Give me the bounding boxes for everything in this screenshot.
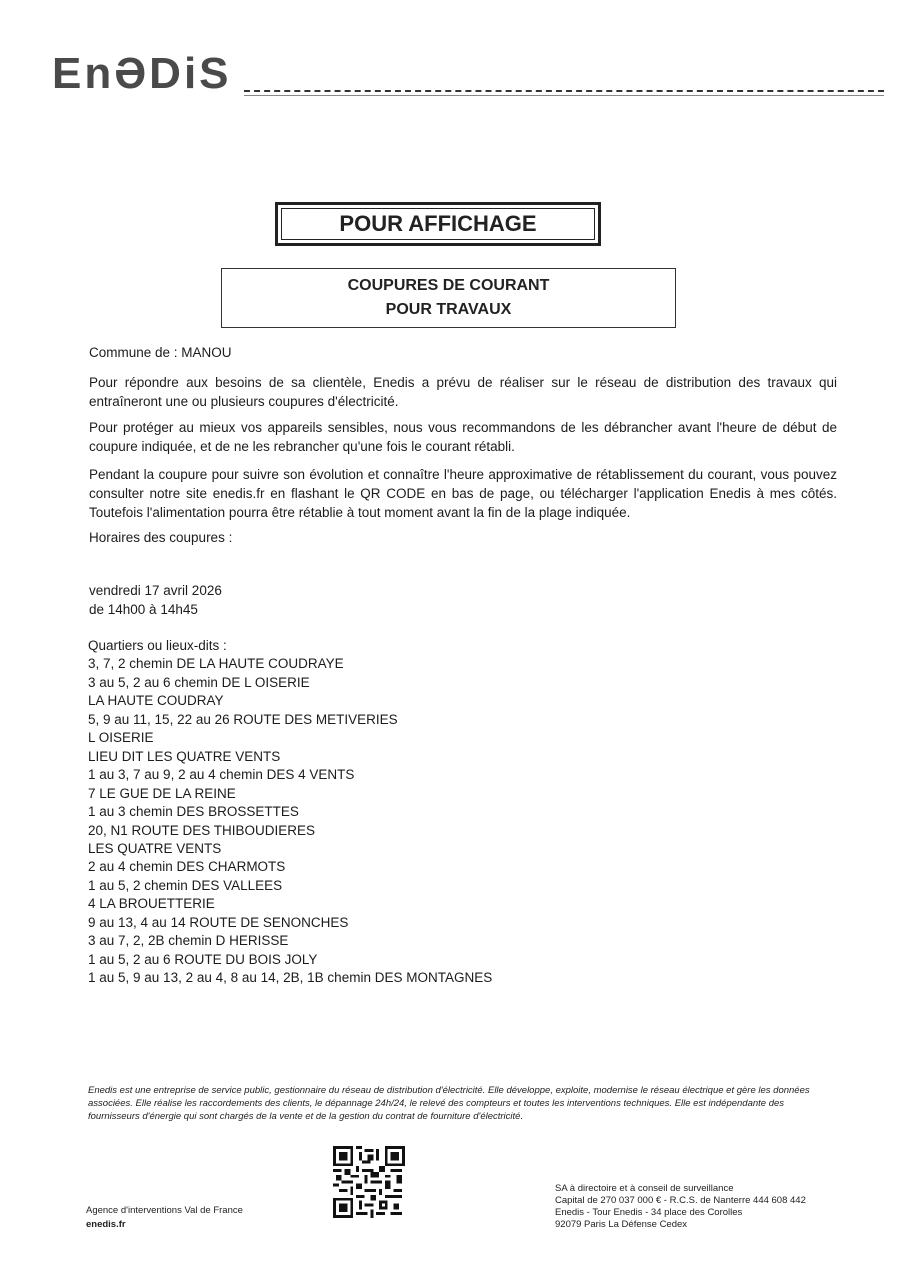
company-line: Capital de 270 037 000 € - R.C.S. de Nanterre 444 608 442 bbox=[555, 1195, 806, 1206]
list-item: 3 au 5, 2 au 6 chemin DE L OISERIE bbox=[88, 674, 310, 690]
list-item: 3, 7, 2 chemin DE LA HAUTE COUDRAYE bbox=[88, 656, 344, 672]
schedule-label: Horaires des coupures : bbox=[89, 530, 233, 545]
display-title: POUR AFFICHAGE bbox=[281, 208, 595, 240]
subtitle-line-1: COUPURES DE COURANT bbox=[347, 277, 550, 294]
places-list bbox=[88, 637, 492, 988]
list-item: LES QUATRE VENTS bbox=[88, 840, 222, 856]
outage-time: de 14h00 à 14h45 bbox=[89, 602, 198, 617]
places-label: Quartiers ou lieux-dits : bbox=[88, 638, 227, 653]
subtitle-line-2: POUR TRAVAUX bbox=[385, 301, 512, 318]
list-item: 4 LA BROUETTERIE bbox=[88, 896, 215, 912]
company-line: 92079 Paris La Défense Cedex bbox=[555, 1219, 688, 1230]
list-item: LIEU DIT LES QUATRE VENTS bbox=[88, 748, 281, 764]
header-rule bbox=[244, 90, 884, 92]
intro-paragraph: Pour répondre aux besoins de sa clientèle, Enedis a prévu de réaliser sur le réseau de distribution des travaux qui entraîneront une ou plusieurs coupures d'électricité. bbox=[89, 375, 837, 409]
legal-notice: Enedis est une entreprise de service public, gestionnaire du réseau de distribution d'électricité. Elle développe, exploite, modernise le réseau électrique et gère les données associées. Elle réalise les raccordements des clients, le dépannage 24h/24, le relevé des compteurs et toutes les interventions techniques. Elle est indépendante des fournisseurs d'énergie qui sont chargés de la vente et de la gestion du contrat de fourniture d'électricité. bbox=[88, 1085, 810, 1122]
list-item: 1 au 3, 7 au 9, 2 au 4 chemin DES 4 VENTS bbox=[88, 767, 355, 783]
list-item: 20, N1 ROUTE DES THIBOUDIERES bbox=[88, 822, 316, 838]
list-item: 9 au 13, 4 au 14 ROUTE DE SENONCHES bbox=[88, 914, 349, 930]
header-rule-underline bbox=[244, 95, 884, 96]
outage-date: vendredi 17 avril 2026 bbox=[89, 583, 222, 598]
enedis-logo: EnƏDiS bbox=[52, 49, 232, 98]
commune-line: Commune de : MANOU bbox=[89, 345, 232, 360]
agency-name: Agence d'interventions Val de France bbox=[86, 1205, 243, 1216]
agency-info bbox=[86, 1204, 243, 1232]
list-item: 1 au 5, 9 au 13, 2 au 4, 8 au 14, 2B, 1B chemin DES MONTAGNES bbox=[88, 970, 493, 986]
list-item: L OISERIE bbox=[88, 730, 154, 746]
qr-code-icon[interactable] bbox=[333, 1146, 405, 1218]
company-line: Enedis - Tour Enedis - 34 place des Corolles bbox=[555, 1207, 743, 1218]
list-item: LA HAUTE COUDRAY bbox=[88, 693, 224, 709]
list-item: 1 au 3 chemin DES BROSSETTES bbox=[88, 804, 299, 820]
advice-paragraph: Pour protéger au mieux vos appareils sensibles, nous vous recommandons de les débrancher avant l'heure de début de coupure indiquée, et de ne les rebrancher qu'une fois le courant rétabli. bbox=[89, 420, 837, 454]
list-item: 1 au 5, 2 chemin DES VALLEES bbox=[88, 877, 283, 893]
display-title-box bbox=[275, 202, 601, 246]
list-item: 7 LE GUE DE LA REINE bbox=[88, 785, 236, 801]
subtitle-box bbox=[221, 268, 676, 328]
company-info bbox=[555, 1183, 806, 1231]
list-item: 3 au 7, 2, 2B chemin D HERISSE bbox=[88, 933, 289, 949]
company-line: SA à directoire et à conseil de surveillance bbox=[555, 1183, 734, 1194]
list-item: 2 au 4 chemin DES CHARMOTS bbox=[88, 859, 286, 875]
list-item: 1 au 5, 2 au 6 ROUTE DU BOIS JOLY bbox=[88, 951, 318, 967]
list-item: 5, 9 au 11, 15, 22 au 26 ROUTE DES METIVERIES bbox=[88, 711, 398, 727]
info-paragraph: Pendant la coupure pour suivre son évolution et connaître l'heure approximative de rétablissement du courant, vous pouvez consulter notre site enedis.fr en flashant le QR CODE en bas de page, ou télécharger l'application Enedis à mes côtés. Toutefois l'alimentation pourra être rétablie à tout moment avant la fin de la plage indiquée. bbox=[89, 467, 837, 520]
website-link[interactable]: enedis.fr bbox=[86, 1219, 126, 1230]
